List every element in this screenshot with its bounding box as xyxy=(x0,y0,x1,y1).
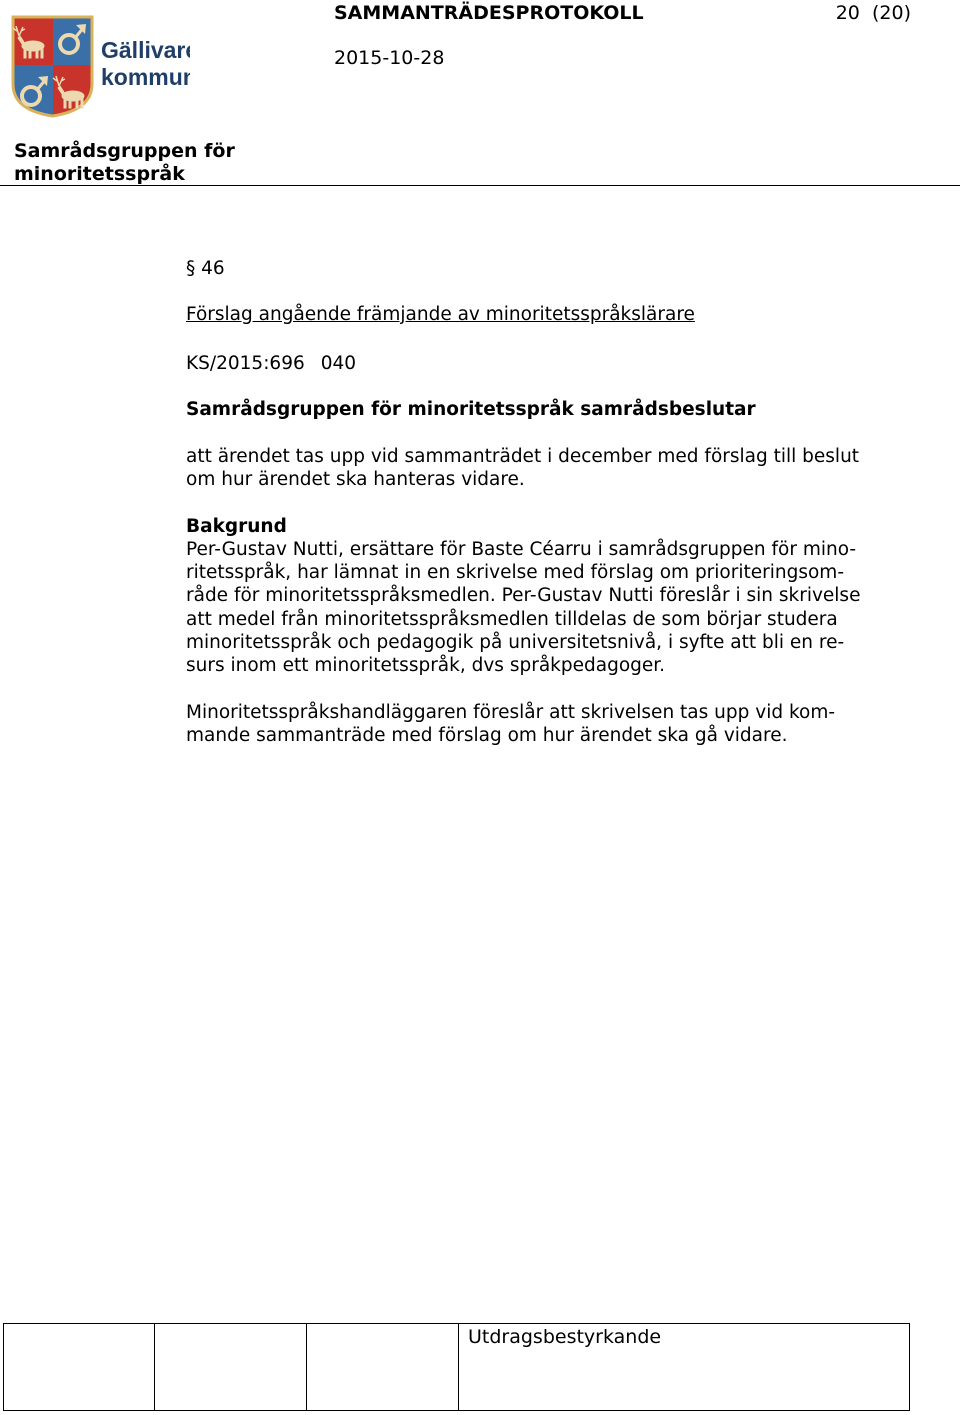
page-total: (20) xyxy=(871,2,911,24)
group-title-line1: Samrådsgruppen för xyxy=(14,140,235,162)
coat-of-arms-icon xyxy=(10,14,190,118)
group-title-line2: minoritetsspråk xyxy=(14,163,185,185)
background-line: minoritetsspråk och pedagogik på universitetsnivå, i syfte att bli en re- xyxy=(186,631,845,653)
decision-line: om hur ärendet ska hanteras vidare. xyxy=(186,469,525,491)
document-date: 2015-10-28 xyxy=(334,47,445,69)
background-heading: Bakgrund xyxy=(186,516,287,537)
case-ref-number: KS/2015:696 xyxy=(186,353,305,374)
decision-heading: Samrådsgruppen för minoritetsspråk samrådsbeslutar xyxy=(186,399,756,420)
signature-cell xyxy=(4,1324,155,1410)
document-type: SAMMANTRÄDESPROTOKOLL xyxy=(334,2,644,24)
background-line: råde för minoritetsspråksmedlen. Per-Gustav Nutti föreslår i sin skrivelse xyxy=(186,585,861,607)
page-number xyxy=(836,1,911,25)
paragraph-number: § 46 xyxy=(186,258,225,279)
logo-text-line1: Gällivare xyxy=(101,37,190,63)
signature-cell xyxy=(155,1324,307,1410)
background-text xyxy=(186,538,860,677)
handler-note xyxy=(186,701,835,747)
note-line: mande sammanträde med förslag om hur ärendet ska gå vidare. xyxy=(186,725,788,747)
group-title xyxy=(14,140,284,186)
signature-cell xyxy=(307,1324,459,1410)
header-divider xyxy=(0,185,960,186)
case-title: Förslag angående främjande av minoritetsspråkslärare xyxy=(186,304,695,325)
background-line: Per-Gustav Nutti, ersättare för Baste Céarru i samrådsgruppen för mino- xyxy=(186,539,857,560)
background-line: ritetsspråk, har lämnat in en skrivelse med förslag om prioriteringsom- xyxy=(186,562,844,584)
background-line: surs inom ett minoritetsspråk, dvs språkpedagoger. xyxy=(186,655,666,677)
background-line: att medel från minoritetsspråksmedlen tilldelas de som börjar studera xyxy=(186,608,838,630)
case-code: 040 xyxy=(320,353,357,374)
signature-table xyxy=(3,1323,910,1411)
logo-text-line2: kommun xyxy=(101,64,190,90)
decision-text xyxy=(186,445,859,491)
extract-certification-cell xyxy=(459,1324,909,1410)
municipality-logo xyxy=(10,14,190,118)
note-line: Minoritetsspråkshandläggaren föreslår att skrivelsen tas upp vid kom- xyxy=(186,702,836,723)
case-reference xyxy=(186,352,356,375)
page-current: 20 xyxy=(835,2,860,24)
extract-label: Utdragsbestyrkande xyxy=(468,1326,662,1348)
decision-line: att ärendet tas upp vid sammanträdet i december med förslag till beslut xyxy=(186,446,860,467)
